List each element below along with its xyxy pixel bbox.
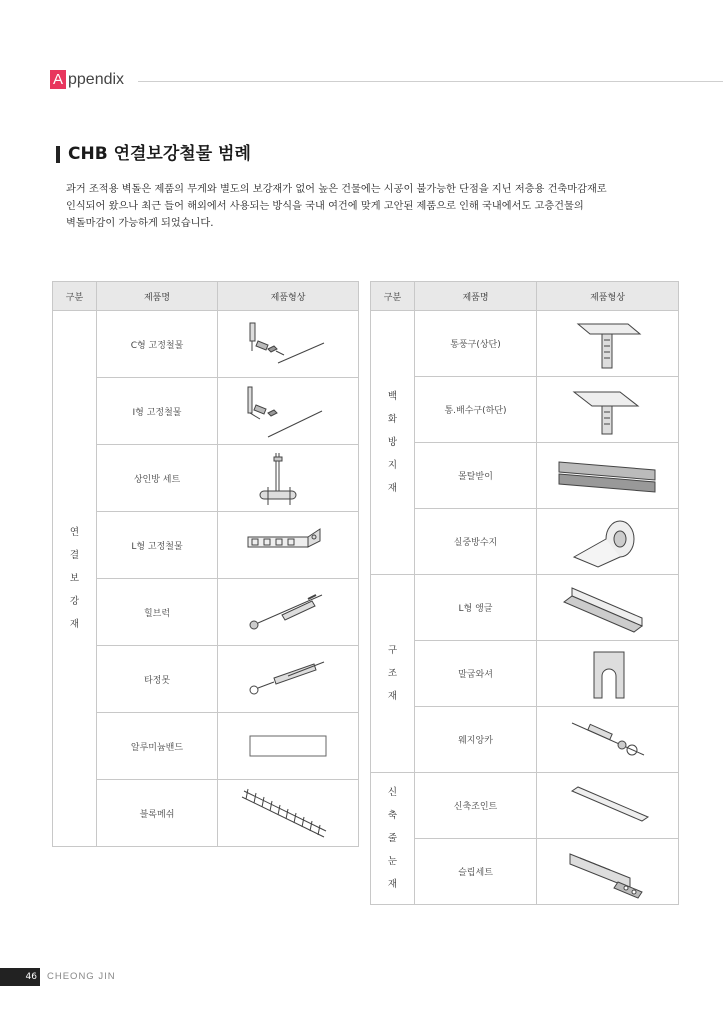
title-bar — [56, 146, 60, 163]
product-image — [218, 445, 359, 512]
product-image — [218, 512, 359, 579]
product-image — [218, 713, 359, 780]
footer-brand: CHEONG JIN — [47, 971, 116, 982]
category-cell — [371, 575, 415, 773]
product-image — [218, 579, 359, 646]
product-name: 블록메쉬 — [97, 780, 218, 847]
category-char: 조 — [387, 668, 398, 679]
table-row — [53, 780, 359, 847]
product-name: 상인방 세트 — [97, 445, 218, 512]
category-char: 줄 — [387, 833, 398, 844]
table-row — [53, 713, 359, 780]
intro-line: 벽돌마감이 가능하게 되었습니다. — [66, 218, 214, 229]
header-shape: 제품형상 — [537, 282, 679, 311]
category-char: 눈 — [387, 856, 398, 867]
page-number: 46 — [0, 968, 40, 986]
table-row — [371, 509, 679, 575]
left-legend-table — [52, 281, 359, 847]
category-char: 보 — [69, 573, 80, 584]
product-name: 신축조인트 — [415, 773, 537, 839]
i-type-anchor-icon — [238, 383, 338, 439]
slip-set-icon — [558, 844, 658, 900]
header-divider — [138, 81, 723, 82]
product-image — [218, 378, 359, 445]
pin-nail-icon — [238, 654, 338, 704]
category-char: 결 — [69, 550, 80, 561]
header-category: 구분 — [371, 282, 415, 311]
vent-bottom-icon — [558, 382, 658, 438]
category-char: 축 — [387, 810, 398, 821]
product-image — [218, 646, 359, 713]
product-name: 실중방수지 — [415, 509, 537, 575]
product-image — [537, 311, 679, 377]
aluminum-band-icon — [238, 726, 338, 766]
horseshoe-washer-icon — [558, 646, 658, 702]
vent-top-icon — [558, 316, 658, 372]
product-name: 타정못 — [97, 646, 218, 713]
block-mesh-icon — [238, 785, 338, 841]
table-row — [53, 512, 359, 579]
category-char: 강 — [69, 596, 80, 607]
table-row — [53, 378, 359, 445]
product-name: 웨지앙카 — [415, 707, 537, 773]
product-name: 슬립세트 — [415, 839, 537, 905]
product-image — [537, 707, 679, 773]
category-char: 구 — [387, 645, 398, 656]
table-row — [371, 575, 679, 641]
product-name: 통.배수구(하단) — [415, 377, 537, 443]
category-cell — [371, 311, 415, 575]
section-header — [50, 70, 723, 92]
right-legend-table — [370, 281, 679, 905]
product-image — [537, 377, 679, 443]
product-name: 알루미늄밴드 — [97, 713, 218, 780]
waterproof-roll-icon — [558, 513, 658, 571]
table-row — [371, 773, 679, 839]
table-row — [53, 445, 359, 512]
table-row — [53, 311, 359, 378]
product-image — [537, 575, 679, 641]
product-name: 힐브럭 — [97, 579, 218, 646]
header-category: 구분 — [53, 282, 97, 311]
product-image — [537, 641, 679, 707]
page-title: CHB 연결보강철물 범례 — [68, 144, 251, 164]
product-image — [218, 780, 359, 847]
mortar-net-icon — [553, 454, 663, 498]
category-char: 화 — [387, 414, 398, 425]
expansion-joint-icon — [558, 781, 658, 831]
header-shape: 제품형상 — [218, 282, 359, 311]
table-row — [371, 641, 679, 707]
product-name: L형 고정철물 — [97, 512, 218, 579]
anchor-bolt-icon — [238, 587, 338, 637]
l-angle-icon — [558, 580, 658, 636]
product-name: I형 고정철물 — [97, 378, 218, 445]
intro-line: 인식되어 왔으나 최근 들어 해외에서 사용되는 방식을 국내 여건에 맞게 고안된 제품으로 인해 국내에서도 고층건물의 — [66, 201, 584, 212]
product-name: C형 고정철물 — [97, 311, 218, 378]
product-image — [537, 839, 679, 905]
category-cell — [371, 773, 415, 905]
product-image — [537, 509, 679, 575]
lintel-set-icon — [238, 449, 338, 507]
table-row — [371, 311, 679, 377]
table-header-row — [53, 282, 359, 311]
category-char: 신 — [387, 787, 398, 798]
product-image — [537, 773, 679, 839]
table-row — [371, 377, 679, 443]
category-char: 재 — [387, 879, 398, 890]
category-char: 재 — [387, 483, 398, 494]
table-row — [371, 839, 679, 905]
section-letter: A — [50, 70, 66, 89]
table-row — [371, 443, 679, 509]
product-name: 몰탈받이 — [415, 443, 537, 509]
category-char: 백 — [387, 391, 398, 402]
product-name: 통풍구(상단) — [415, 311, 537, 377]
l-type-anchor-icon — [238, 525, 338, 565]
page-footer — [0, 968, 723, 986]
category-char: 재 — [69, 619, 80, 630]
intro-paragraph — [66, 181, 666, 232]
product-image — [537, 443, 679, 509]
category-char: 연 — [69, 527, 80, 538]
product-name: 말굽와셔 — [415, 641, 537, 707]
category-char: 재 — [387, 691, 398, 702]
header-product: 제품명 — [415, 282, 537, 311]
table-row — [53, 646, 359, 713]
section-title: ppendix — [68, 71, 125, 88]
table-header-row — [371, 282, 679, 311]
product-name: L형 앵글 — [415, 575, 537, 641]
category-cell — [53, 311, 97, 847]
category-char: 방 — [387, 437, 398, 448]
category-char: 지 — [387, 460, 398, 471]
header-product: 제품명 — [97, 282, 218, 311]
c-type-anchor-icon — [238, 319, 338, 369]
table-row — [53, 579, 359, 646]
product-image — [218, 311, 359, 378]
table-row — [371, 707, 679, 773]
intro-line: 과거 조적용 벽돌은 제품의 무게와 별도의 보강재가 없어 높은 건물에는 시공이 불가능한 단점을 지닌 저층용 건축마감재로 — [66, 184, 607, 195]
wedge-anchor-icon — [558, 715, 658, 765]
